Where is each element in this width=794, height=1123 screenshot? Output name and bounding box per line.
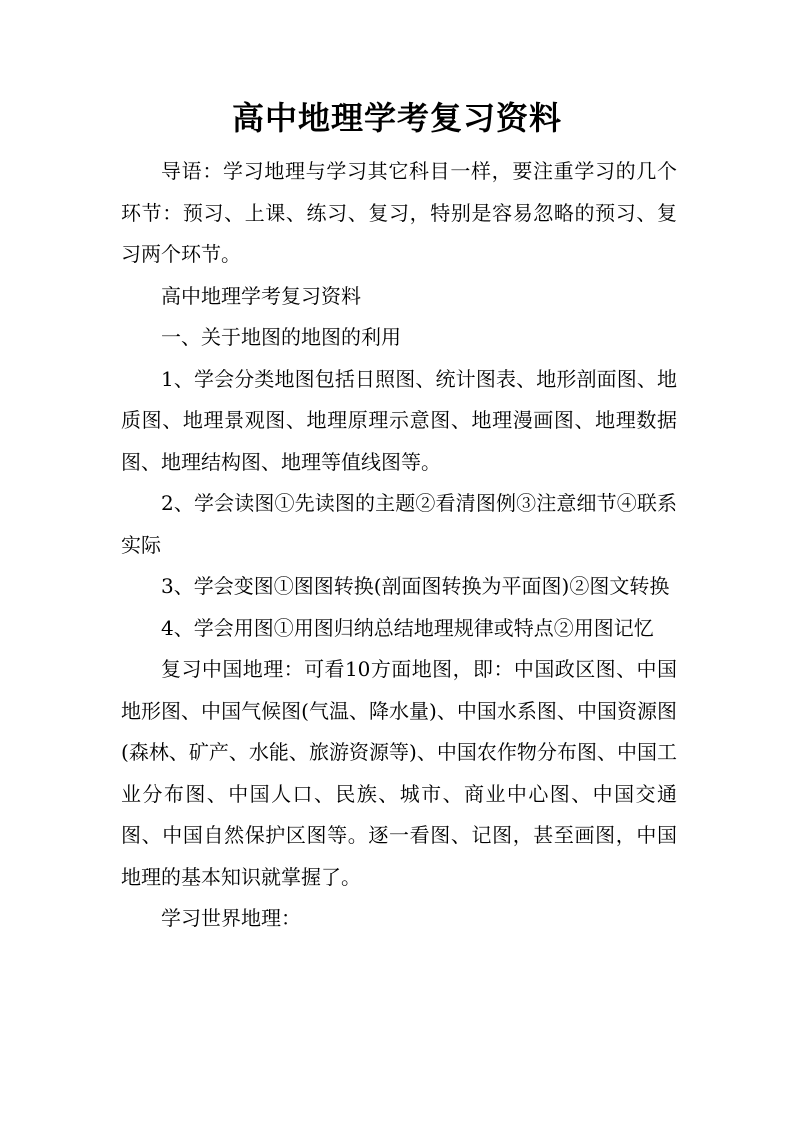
paragraph-item-2: 2、学会读图①先读图的主题②看清图例③注意细节④联系实际 bbox=[121, 491, 677, 557]
paragraph-item-1: 1、学会分类地图包括日照图、统计图表、地形剖面图、地质图、地理景观图、地理原理示意图、地理漫画图、地理数据图、地理结构图、地理等值线图等。 bbox=[121, 366, 677, 474]
document-body bbox=[121, 151, 677, 940]
paragraph-intro: 导语：学习地理与学习其它科目一样，要注重学习的几个环节：预习、上课、练习、复习，特别是容易忽略的预习、复习两个环节。 bbox=[121, 159, 677, 266]
paragraph-item-3: 3、学会变图①图图转换(剖面图转换为平面图)②图文转换 bbox=[161, 574, 670, 598]
paragraph-china-geography: 复习中国地理：可看10方面地图，即：中国政区图、中国地形图、中国气候图(气温、降水量)、中国水系图、中国资源图(森林、矿产、水能、旅游资源等)、中国农作物分布图、中国工业分布图、中国人口、民族、城市、商业中心图、中国交通图、中国自然保护区图等。逐一看图、记图，甚至画图，中国地理的基本知识就掌握了。 bbox=[121, 657, 677, 889]
section-heading: 一、关于地图的地图的利用 bbox=[161, 325, 401, 349]
paragraph-item-4: 4、学会用图①用图归纳总结地理规律或特点②用图记忆 bbox=[161, 615, 654, 640]
paragraph-subtitle: 高中地理学考复习资料 bbox=[161, 283, 361, 308]
document-title: 高中地理学考复习资料 bbox=[231, 99, 562, 137]
paragraph-world-geography: 学习世界地理： bbox=[161, 906, 301, 930]
